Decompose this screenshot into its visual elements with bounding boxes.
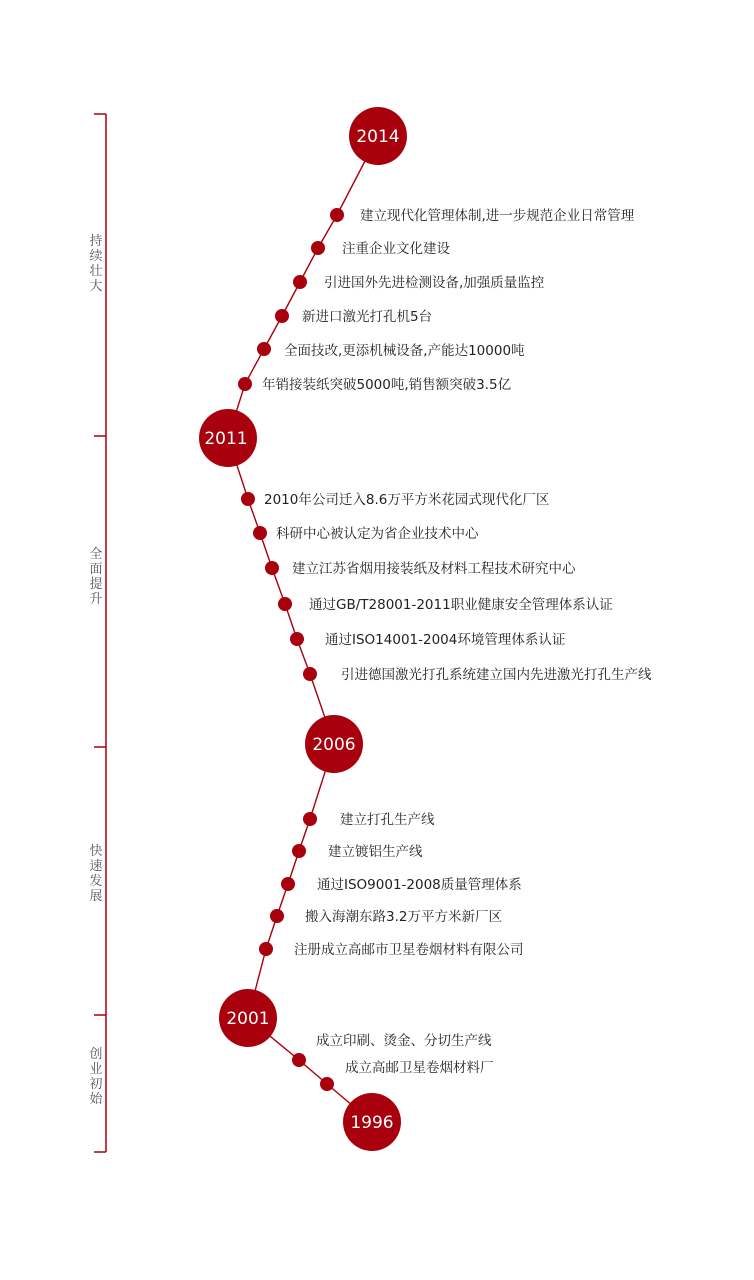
event-dot [303, 812, 317, 826]
event-dot [311, 241, 325, 255]
event-dot [320, 1077, 334, 1091]
event-dot [238, 377, 252, 391]
event-dot [290, 632, 304, 646]
event-dot [293, 275, 307, 289]
event-dots [238, 208, 344, 1091]
event-dot [241, 492, 255, 506]
phase-label-comprehensive-improvement: 全面提升 [89, 547, 103, 607]
year-label: 1996 [350, 1113, 394, 1133]
year-marker-2011 [199, 409, 257, 467]
event-dot [275, 309, 289, 323]
year-label: 2006 [312, 735, 356, 755]
event-label: 搬入海潮东路3.2万平方米新厂区 [305, 909, 502, 925]
event-label: 通过GB/T28001-2011职业健康安全管理体系认证 [309, 597, 613, 613]
event-labels [262, 207, 652, 1076]
event-label: 建立现代化管理体制,进一步规范企业日常管理 [360, 208, 635, 224]
event-dot [278, 597, 292, 611]
event-dot [292, 844, 306, 858]
event-dot [265, 561, 279, 575]
event-label: 注重企业文化建设 [342, 241, 450, 257]
event-label: 引进国外先进检测设备,加强质量监控 [324, 275, 545, 291]
event-label: 注册成立高邮市卫星卷烟材料有限公司 [294, 942, 524, 958]
year-marker-1996 [343, 1093, 401, 1151]
phase-label-startup: 创业初始 [89, 1047, 103, 1107]
event-label: 全面技改,更添机械设备,产能达10000吨 [284, 343, 525, 359]
event-label: 建立打孔生产线 [340, 812, 435, 828]
phase-label-rapid-development: 快速发展 [89, 844, 103, 904]
event-label: 年销接装纸突破5000吨,销售额突破3.5亿 [262, 377, 512, 393]
event-label: 建立镀铝生产线 [328, 844, 423, 860]
year-marker-2014 [349, 107, 407, 165]
event-label: 通过ISO14001-2004环境管理体系认证 [325, 632, 566, 648]
event-dot [253, 526, 267, 540]
year-marker-2006 [305, 715, 363, 773]
event-label: 2010年公司迁入8.6万平方米花园式现代化厂区 [264, 492, 550, 508]
phase-label-sustained-growth: 持续壮大 [89, 234, 103, 294]
year-marker-2001 [219, 989, 277, 1047]
year-label: 2011 [204, 429, 248, 449]
event-dot [303, 667, 317, 681]
event-dot [292, 1053, 306, 1067]
event-label: 成立高邮卫星卷烟材料厂 [345, 1060, 494, 1076]
event-label: 通过ISO9001-2008质量管理体系 [317, 877, 522, 893]
year-label: 2001 [226, 1009, 270, 1029]
event-label: 成立印刷、烫金、分切生产线 [316, 1033, 492, 1049]
event-label: 建立江苏省烟用接装纸及材料工程技术研究中心 [292, 561, 576, 577]
event-label: 科研中心被认定为省企业技术中心 [276, 526, 479, 542]
event-dot [270, 909, 284, 923]
event-dot [257, 342, 271, 356]
event-dot [281, 877, 295, 891]
event-label: 引进德国激光打孔系统建立国内先进激光打孔生产线 [341, 667, 652, 683]
event-label: 新进口激光打孔机5台 [302, 309, 433, 325]
event-dot [330, 208, 344, 222]
event-dot [259, 942, 273, 956]
year-label: 2014 [356, 127, 400, 147]
